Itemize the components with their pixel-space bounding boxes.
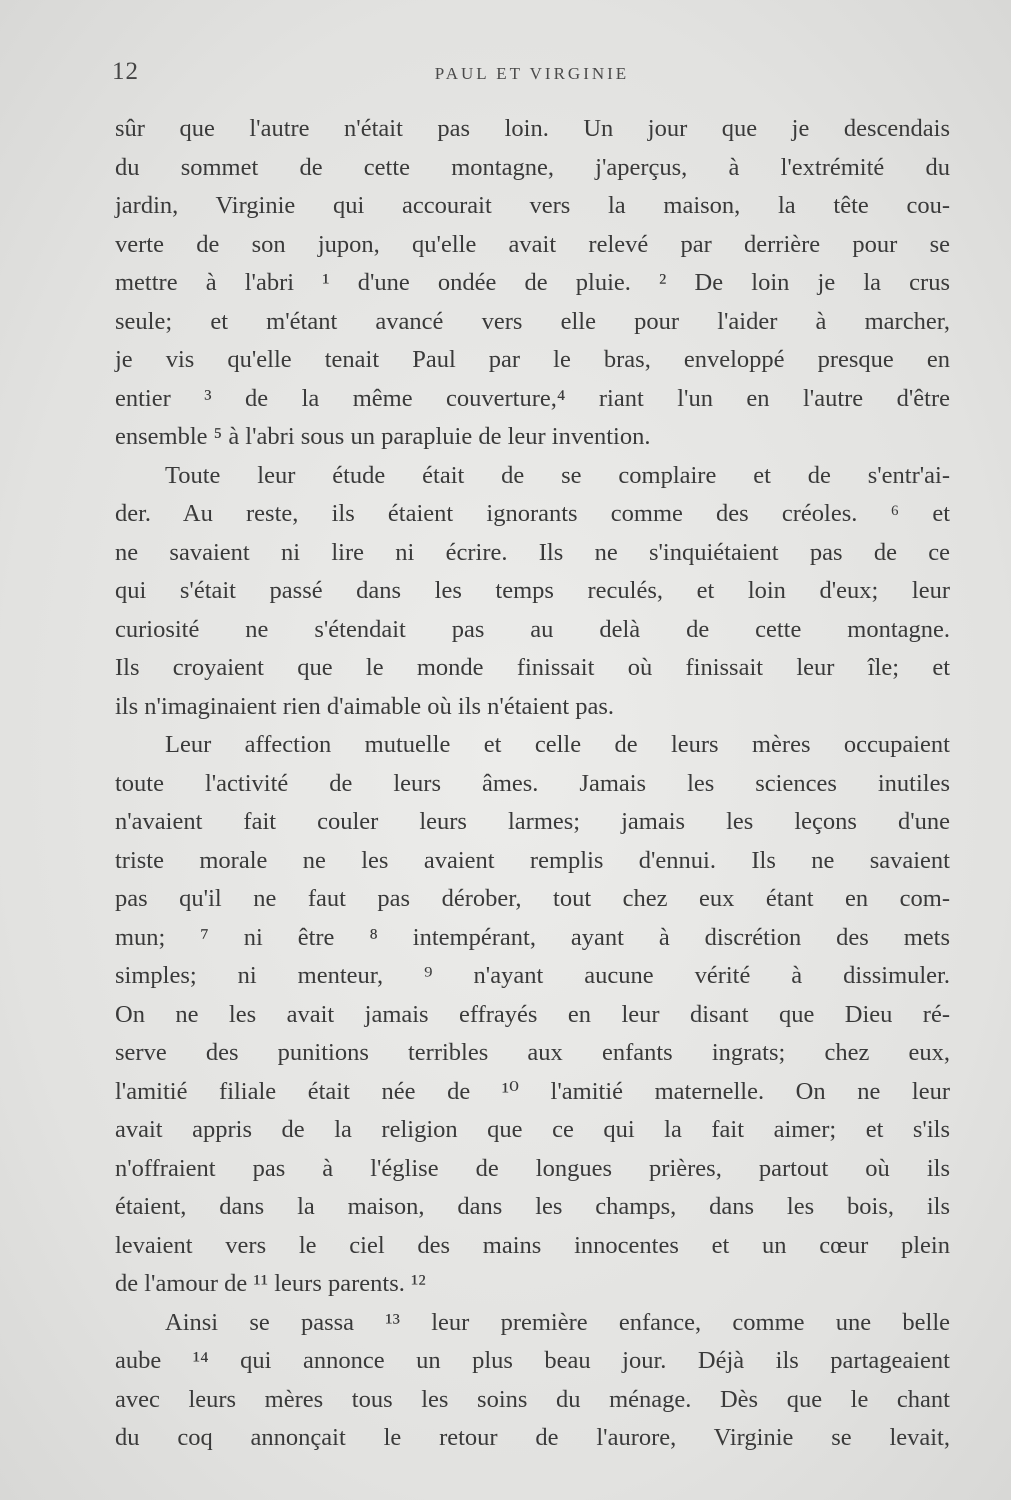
text-line: ils n'imaginaient rien d'aimable où ils n'étaient pas. [115,692,615,720]
text-line: Leur affection mutuelle et celle de leurs mères occupaient [165,731,950,758]
text-line: n'offraient pas à l'église de longues prières, partout où ils [115,1154,950,1182]
text-line: triste morale ne les avaient remplis d'ennui. Ils ne savaient [115,846,950,874]
text-line: du sommet de cette montagne, j'aperçus, à l'extrémité du [115,153,950,181]
text-line: On ne les avait jamais effrayés en leur disant que Dieu ré- [115,1000,950,1028]
text-line: avait appris de la religion que ce qui la fait aimer; et s'ils [115,1116,950,1143]
text-line: étaient, dans la maison, dans les champs, dans les bois, ils [115,1193,950,1220]
text-line: du coq annonçait le retour de l'aurore, Virginie se levait, [115,1424,950,1451]
text-line: Ils croyaient que le monde finissait où finissait leur île; et [115,654,950,681]
text-line: der. Au reste, ils étaient ignorants comme des créoles. ⁶ et [115,500,950,527]
text-line: pas qu'il ne faut pas dérober, tout chez eux étant en com- [115,885,950,912]
text-line: je vis qu'elle tenait Paul par le bras, enveloppé presque en [115,346,950,373]
text-line: Toute leur étude était de se complaire et de s'entr'ai- [165,461,950,489]
running-title: PAUL ET VIRGINIE [434,64,630,83]
page-number: 12 [112,58,139,85]
text-line: avec leurs mères tous les soins du ménage. Dès que le chant [115,1385,950,1413]
text-line: verte de son jupon, qu'elle avait relevé par derrière pour se [115,230,950,258]
text-line: qui s'était passé dans les temps reculés, et loin d'eux; leur [115,577,950,604]
text-line: ne savaient ni lire ni écrire. Ils ne s'inquiétaient pas de ce [115,538,950,566]
text-line: ensemble ⁵ à l'abri sous un parapluie de leur invention. [115,423,651,450]
text-line: jardin, Virginie qui accourait vers la maison, la tête cou- [115,192,950,219]
text-line: n'avaient fait couler leurs larmes; jamais les leçons d'une [115,808,950,835]
text-line: simples; ni menteur, ⁹ n'ayant aucune vérité à dissimuler. [115,962,950,989]
text-line: entier ³ de la même couverture,⁴ riant l'un en l'autre d'être [115,384,950,412]
text-line: de l'amour de ¹¹ leurs parents. ¹² [115,1270,426,1297]
text-line: toute l'activité de leurs âmes. Jamais les sciences inutiles [115,769,950,797]
page-header [112,58,952,98]
text-line: mettre à l'abri ¹ d'une ondée de pluie. ² De loin je la crus [115,269,950,296]
text-line: Ainsi se passa ¹³ leur première enfance, comme une belle [165,1308,950,1336]
text-line: aube ¹⁴ qui annonce un plus beau jour. Déjà ils partageaient [115,1347,950,1374]
text-line: sûr que l'autre n'était pas loin. Un jour que je descendais [115,115,950,142]
text-line: serve des punitions terribles aux enfants ingrats; chez eux, [115,1039,950,1066]
text-line: l'amitié filiale était née de ¹⁰ l'amitié maternelle. On ne leur [115,1077,950,1105]
body-text [115,110,950,1458]
text-line: seule; et m'étant avancé vers elle pour l'aider à marcher, [115,307,950,335]
paragraph [115,726,950,1304]
text-line: levaient vers le ciel des mains innocentes et un cœur plein [115,1231,950,1259]
text-line: curiosité ne s'étendait pas au delà de cette montagne. [115,615,950,643]
paragraph [115,457,950,727]
paragraph [115,1304,950,1458]
paragraph [115,110,950,457]
text-line: mun; ⁷ ni être ⁸ intempérant, ayant à discrétion des mets [115,923,950,951]
